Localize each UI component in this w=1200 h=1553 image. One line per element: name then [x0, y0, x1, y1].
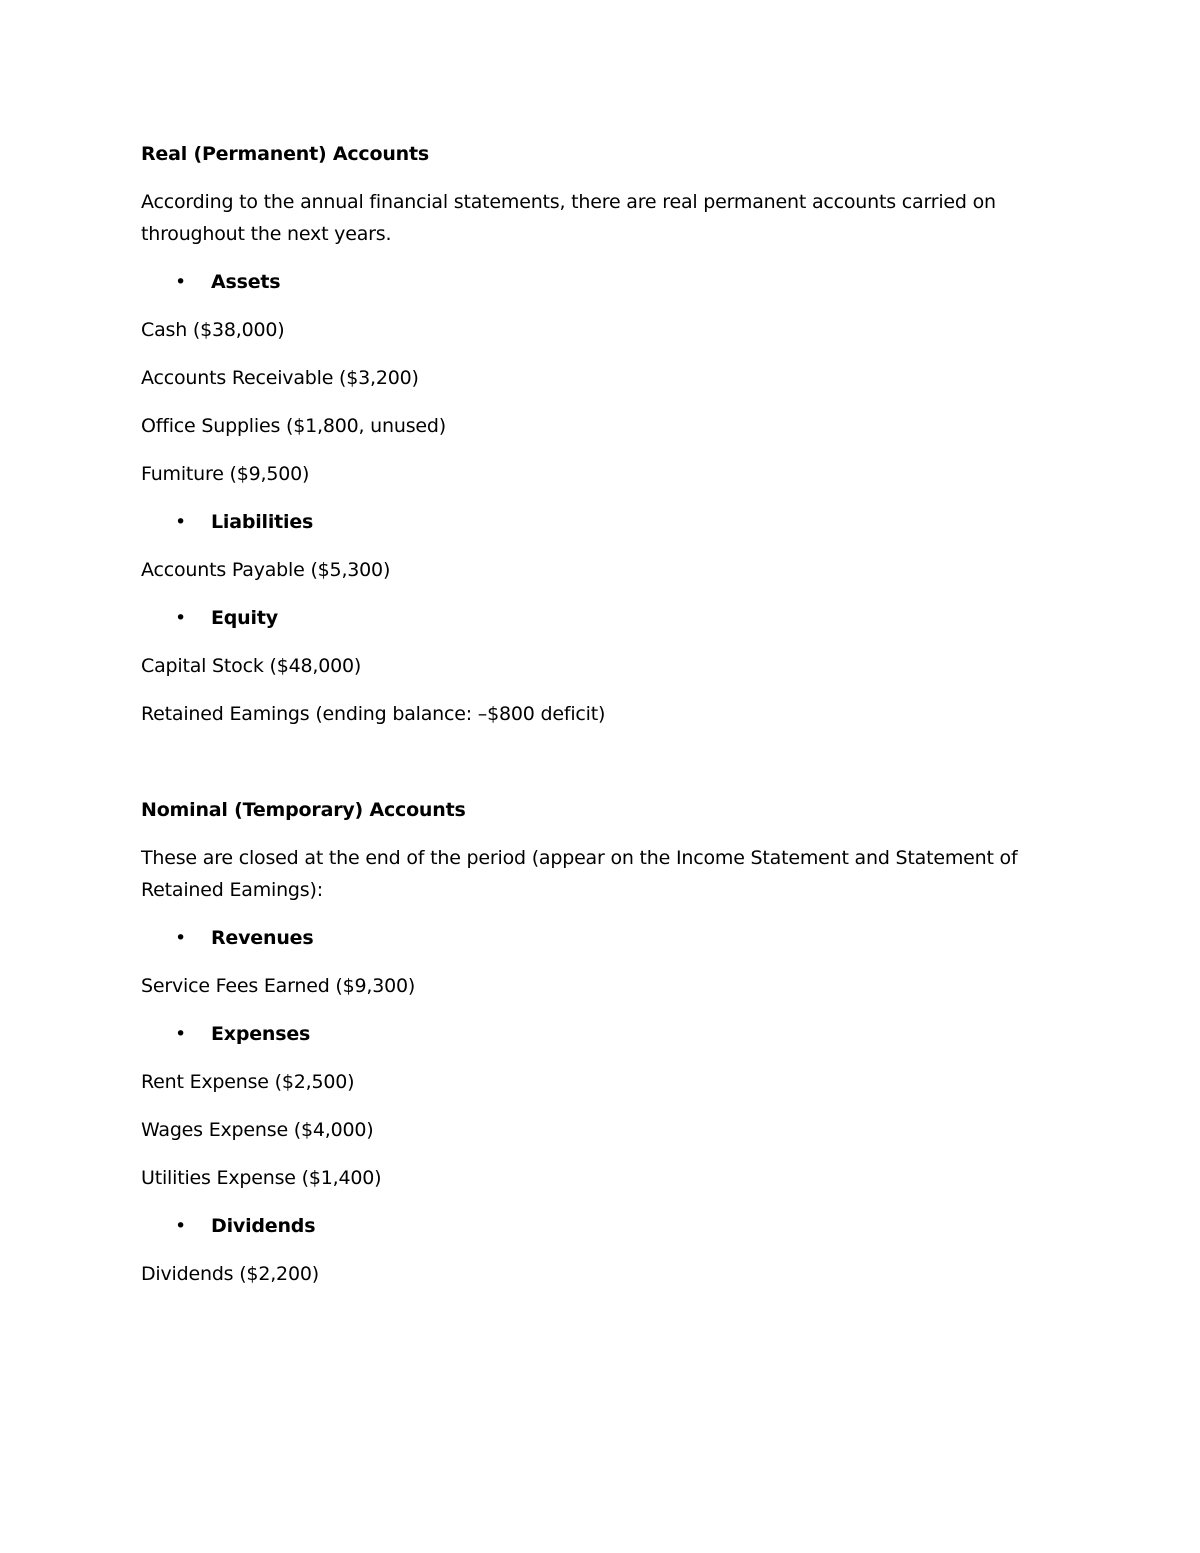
bullet-icon: • — [175, 511, 187, 533]
bullet-icon: • — [175, 927, 187, 949]
list-item-dividends: Dividends ($2,200) — [141, 1263, 319, 1285]
bullet-icon: • — [175, 607, 187, 629]
list-item-furniture: Fumiture ($9,500) — [141, 463, 310, 485]
list-item-retained-earnings: Retained Eamings (ending balance: –$800 deficit) — [141, 703, 606, 725]
revenues-label: Revenues — [211, 927, 314, 949]
assets-bullet — [141, 266, 1061, 298]
list-item-accounts-receivable: Accounts Receivable ($3,200) — [141, 367, 419, 389]
liabilities-bullet — [141, 506, 1061, 538]
list-item-cash: Cash ($38,000) — [141, 319, 285, 341]
list-item-office-supplies: Office Supplies ($1,800, unused) — [141, 415, 446, 437]
real-accounts-heading: Real (Permanent) Accounts — [141, 143, 429, 165]
list-item-accounts-payable: Accounts Payable ($5,300) — [141, 559, 391, 581]
document-body — [141, 138, 1061, 1306]
list-item-capital-stock: Capital Stock ($48,000) — [141, 655, 362, 677]
bullet-icon: • — [175, 271, 187, 293]
dividends-bullet — [141, 1210, 1061, 1242]
expenses-bullet — [141, 1018, 1061, 1050]
nominal-accounts-heading: Nominal (Temporary) Accounts — [141, 799, 466, 821]
bullet-icon: • — [175, 1023, 187, 1045]
dividends-label: Dividends — [211, 1215, 316, 1237]
list-item-utilities-expense: Utilities Expense ($1,400) — [141, 1167, 382, 1189]
real-accounts-intro: According to the annual financial statements, there are real permanent accounts carried on throughout the next years. — [141, 191, 996, 245]
equity-bullet — [141, 602, 1061, 634]
expenses-label: Expenses — [211, 1023, 311, 1045]
section-spacer — [141, 746, 1061, 794]
bullet-icon: • — [175, 1215, 187, 1237]
revenues-bullet — [141, 922, 1061, 954]
assets-label: Assets — [211, 271, 281, 293]
liabilities-label: Liabilities — [211, 511, 314, 533]
list-item-rent-expense: Rent Expense ($2,500) — [141, 1071, 355, 1093]
nominal-accounts-intro: These are closed at the end of the period (appear on the Income Statement and Statement of Retained Eamings): — [141, 847, 1018, 901]
list-item-service-fees: Service Fees Earned ($9,300) — [141, 975, 416, 997]
equity-label: Equity — [211, 607, 278, 629]
list-item-wages-expense: Wages Expense ($4,000) — [141, 1119, 374, 1141]
